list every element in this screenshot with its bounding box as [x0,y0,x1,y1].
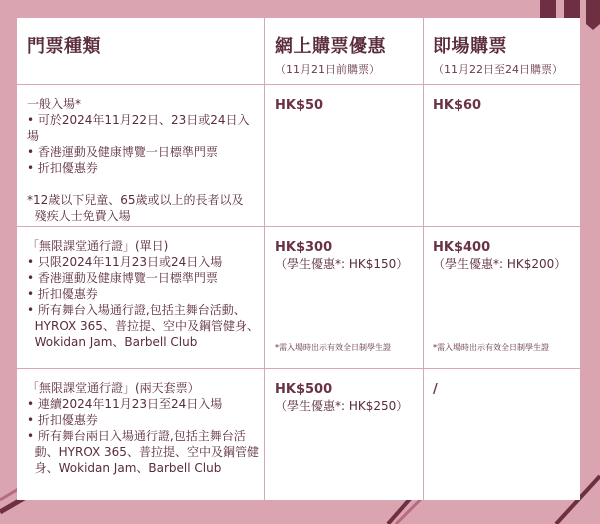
header-online [275,32,386,77]
header-online-label: 網上購票優惠 [275,36,386,57]
description-line: • 可於2024年11月22日、23日或24日入場 [27,113,250,143]
description-line: • 所有舞台兩日入場通行證,包括主舞台活 [27,429,246,443]
online-student-price: （學生優惠*: HK$250） [275,399,409,413]
column-divider [264,18,265,500]
ticket-table [17,18,580,500]
description-line: 殘疾人士免費入場 [27,209,131,223]
row-two-day-online [275,382,408,414]
description-line: • 折扣優惠券 [27,413,98,427]
header-ticket-type [27,32,101,58]
description-line: 身、Wokidan Jam、Barbell Club [27,461,222,475]
row-single-day-pass-description [27,238,259,350]
description-line: 「無限課堂通行證」(兩天套票） [27,381,200,395]
description-line: 「無限課堂通行證」(單日) [27,239,169,253]
row-two-day-onsite-price: / [433,382,438,397]
header-onsite-label: 即場購票 [433,36,507,57]
online-price: HK$500 [275,382,333,397]
header-ticket-type-label: 門票種類 [27,36,101,57]
onsite-student-price: （學生優惠*: HK$200） [433,257,567,271]
row-two-day-pass-description [27,380,259,476]
online-student-note: *需入場時出示有效全日制學生證 [275,343,391,352]
header-onsite [433,32,563,77]
description-line: HYROX 365、普拉提、空中及鋼管健身、 [27,319,259,333]
row-divider [17,368,580,369]
row-general-onsite-price: HK$60 [433,98,482,113]
description-line: • 香港運動及健康博覽一日標準門票 [27,271,218,285]
row-divider [17,84,580,85]
row-single-day-onsite [433,240,566,272]
online-price: HK$300 [275,240,333,255]
description-line: • 連續2024年11月23日至24日入場 [27,397,223,411]
description-line: • 所有舞台入場通行證,包括主舞台活動、 [27,303,246,317]
row-divider [17,226,580,227]
description-line: 動、HYROX 365、普拉提、空中及鋼管健 [27,445,259,459]
description-line: • 香港運動及健康博覽一日標準門票 [27,145,218,159]
row-general-online-price: HK$50 [275,98,324,113]
onsite-student-note: *需入場時出示有效全日制學生證 [433,343,549,352]
description-line [27,176,259,192]
description-line: 一般入場* [27,97,82,111]
online-student-price: （學生優惠*: HK$150） [275,257,409,271]
description-line: • 只限2024年11月23日或24日入場 [27,255,223,269]
description-line: • 折扣優惠券 [27,287,98,301]
description-line: Wokidan Jam、Barbell Club [27,335,198,349]
onsite-price: HK$400 [433,240,491,255]
description-line: *12歲以下兒童、65歲或以上的長者以及 [27,193,244,207]
header-online-subtitle: （11月21日前購票） [275,63,380,76]
row-general-admission-description [27,96,259,224]
column-divider [423,18,424,500]
header-onsite-subtitle: （11月22日至24日購票） [433,63,563,76]
description-line: • 折扣優惠券 [27,161,98,175]
row-single-day-online [275,240,408,272]
